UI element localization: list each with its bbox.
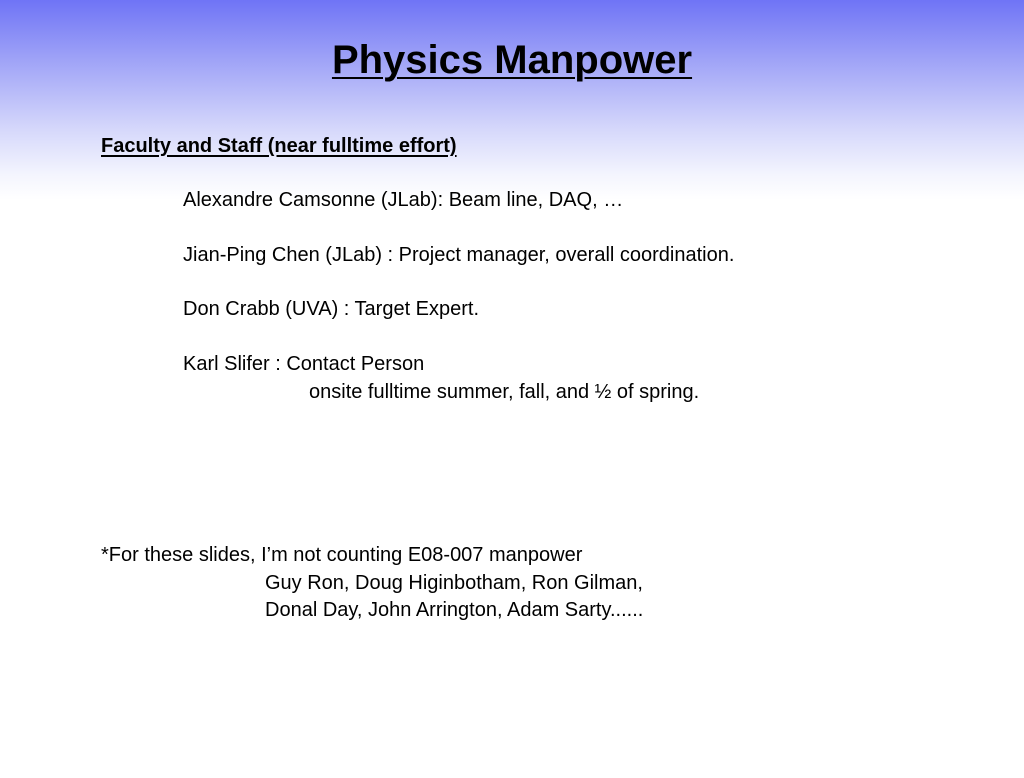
person-slifer: Karl Slifer : Contact Person [183, 353, 425, 375]
person-camsonne: Alexandre Camsonne (JLab): Beam line, DAQ, … [183, 189, 624, 211]
slide-title [0, 34, 1024, 86]
footnote-names-2: Donal Day, John Arrington, Adam Sarty...... [265, 599, 644, 621]
footnote-names-1: Guy Ron, Doug Higinbotham, Ron Gilman, [265, 572, 643, 594]
contact-detail: onsite fulltime summer, fall, and ½ of spring. [309, 381, 700, 403]
person-chen: Jian-Ping Chen (JLab) : Project manager, overall coordination. [183, 244, 735, 266]
section-heading: Faculty and Staff (near fulltime effort) [101, 135, 457, 157]
footnote-intro: *For these slides, I’m not counting E08-007 manpower [101, 544, 583, 566]
person-crabb: Don Crabb (UVA) : Target Expert. [183, 298, 480, 320]
slide-title-text: Physics Manpower [331, 38, 693, 82]
